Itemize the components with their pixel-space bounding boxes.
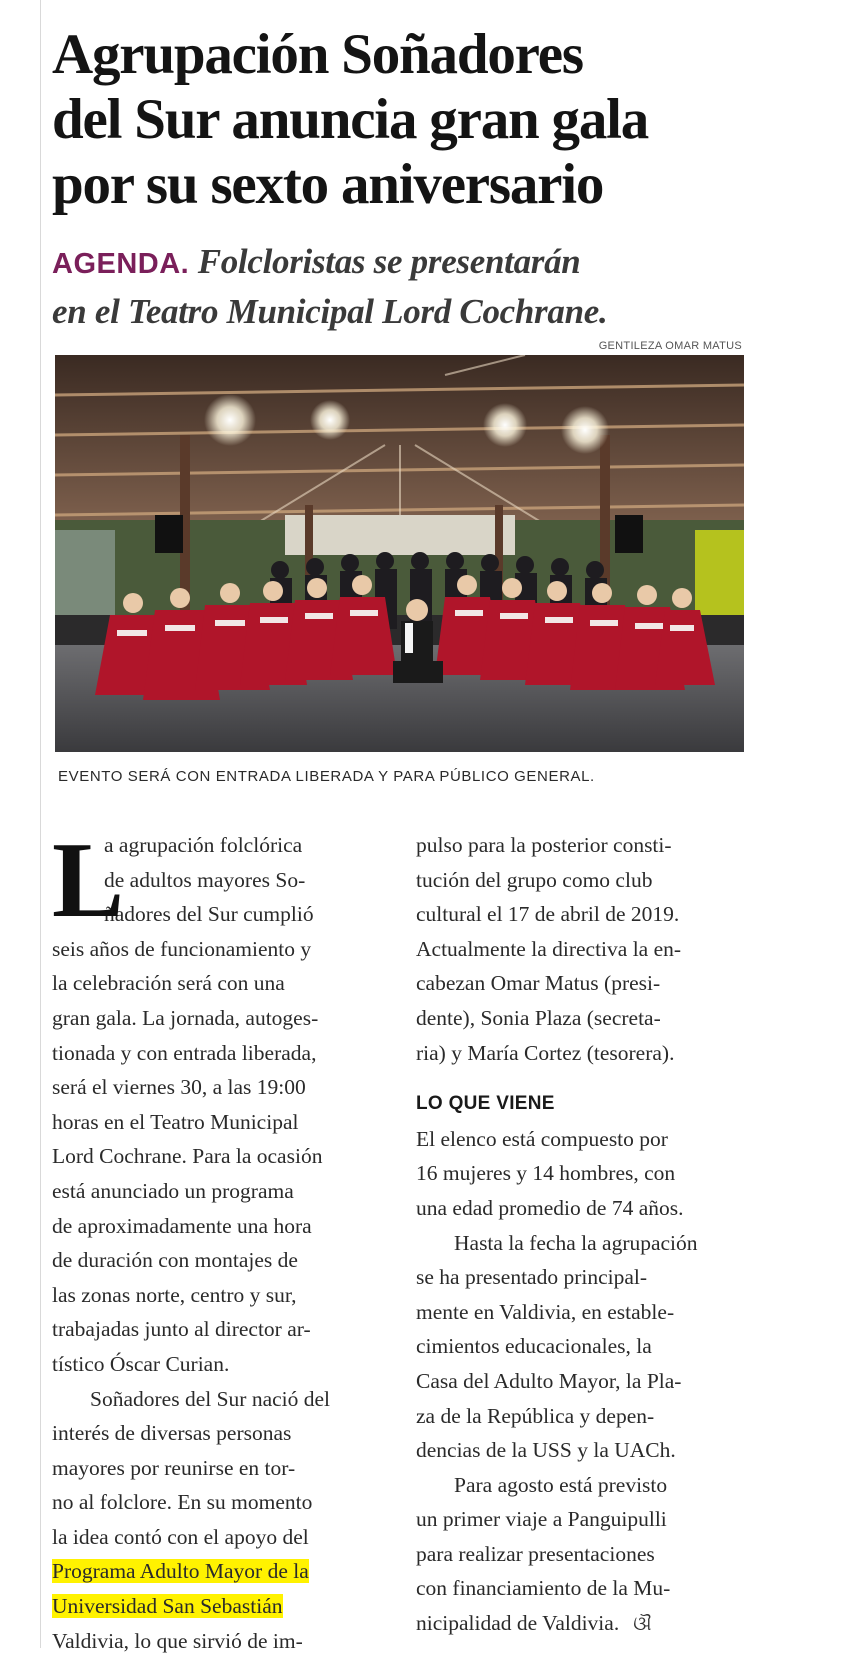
body-line: se ha presentado principal- xyxy=(416,1265,648,1290)
body-line: ñadores del Sur cumplió xyxy=(104,902,314,927)
body-line-highlighted xyxy=(52,1589,382,1624)
body-line-highlighted xyxy=(52,1554,382,1589)
body-line: las zonas norte, centro y sur, xyxy=(52,1282,297,1307)
body-line: interés de diversas personas xyxy=(52,1421,292,1446)
body-line: Para agosto está previsto xyxy=(454,1472,668,1497)
body-line: Hasta la fecha la agrupación xyxy=(454,1230,698,1255)
body-line: dente), Sonia Plaza (secreta- xyxy=(416,1005,661,1030)
photo-caption: EVENTO SERÁ CON ENTRADA LIBERADA Y PARA PÚBLICO GENERAL. xyxy=(58,768,595,785)
body-line: la celebración será con una xyxy=(52,971,285,996)
body-line: cabezan Omar Matus (presi- xyxy=(416,971,661,996)
drop-cap: L xyxy=(52,821,125,940)
body-line: será el viernes 30, a las 19:00 xyxy=(52,1075,306,1100)
body-line: Lord Cochrane. Para la ocasión xyxy=(52,1144,323,1169)
deck-line: Folcloristas se presentarán xyxy=(197,242,581,281)
body-line: cimientos educacionales, la xyxy=(416,1334,652,1359)
group-photo-illustration xyxy=(55,355,744,752)
highlighted-text: Universidad San Sebastián xyxy=(52,1594,283,1619)
body-line: de aproximadamente una hora xyxy=(52,1213,312,1238)
headline xyxy=(52,22,772,217)
body-line: gran gala. La jornada, autoges- xyxy=(52,1005,319,1030)
deck xyxy=(52,238,772,335)
body-line: El elenco está compuesto por xyxy=(416,1126,668,1151)
headline-line: Agrupación Soñadores xyxy=(52,23,583,86)
body-line: cultural el 17 de abril de 2019. xyxy=(416,902,680,927)
body-line: una edad promedio de 74 años. xyxy=(416,1195,684,1220)
body-line: Actualmente la directiva la en- xyxy=(416,936,682,961)
highlighted-text: Programa Adulto Mayor de la xyxy=(52,1559,309,1584)
body-line: tución del grupo como club xyxy=(416,867,653,892)
body-line: za de la República y depen- xyxy=(416,1403,655,1428)
body-line: tístico Óscar Curian. xyxy=(52,1351,230,1376)
photo-credit: GENTILEZA OMAR MATUS xyxy=(598,340,742,352)
body-line: está anunciado un programa xyxy=(52,1178,294,1203)
body-line: Valdivia, lo que sirvió de im- xyxy=(52,1628,303,1653)
body-line: tionada y con entrada liberada, xyxy=(52,1040,317,1065)
body-line: para realizar presentaciones xyxy=(416,1541,655,1566)
body-line: de adultos mayores So- xyxy=(104,867,306,892)
body-line: con financiamiento de la Mu- xyxy=(416,1576,671,1601)
body-line: un primer viaje a Panguipulli xyxy=(416,1507,667,1532)
end-mark-icon: ଔ xyxy=(633,1614,652,1636)
body-line: mente en Valdivia, en estable- xyxy=(416,1299,675,1324)
column-rule xyxy=(40,0,41,1648)
article-column-1 xyxy=(52,821,382,1658)
headline-line: del Sur anuncia gran gala xyxy=(52,88,649,151)
body-line: no al folclore. En su momento xyxy=(52,1490,313,1515)
body-line: mayores por reunirse en tor- xyxy=(52,1455,296,1480)
deck-line: en el Teatro Municipal Lord Cochrane. xyxy=(52,292,608,331)
body-line: nicipalidad de Valdivia. xyxy=(416,1611,620,1636)
body-line: dencias de la USS y la UACh. xyxy=(416,1438,676,1463)
body-line: de duración con montajes de xyxy=(52,1248,298,1273)
section-tag: AGENDA. xyxy=(52,248,190,280)
body-line: ria) y María Cortez (tesorera). xyxy=(416,1040,675,1065)
headline-line: por su sexto aniversario xyxy=(52,153,604,216)
body-line-last xyxy=(416,1606,746,1641)
subhead: LO QUE VIENE xyxy=(416,1093,555,1115)
body-line: horas en el Teatro Municipal xyxy=(52,1109,299,1134)
article-photo xyxy=(55,355,744,752)
body-line: Casa del Adulto Mayor, la Pla- xyxy=(416,1368,682,1393)
body-line: a agrupación folclórica xyxy=(104,833,303,857)
body-line: 16 mujeres y 14 hombres, con xyxy=(416,1161,676,1186)
body-line: trabajadas junto al director ar- xyxy=(52,1317,311,1342)
article-column-2 xyxy=(416,828,746,1641)
body-line: la idea contó con el apoyo del xyxy=(52,1524,309,1549)
body-line: pulso para la posterior consti- xyxy=(416,833,672,857)
paragraph-gap xyxy=(416,1070,746,1087)
body-line: seis años de funcionamiento y xyxy=(52,936,312,961)
body-line: Soñadores del Sur nació del xyxy=(90,1386,331,1411)
